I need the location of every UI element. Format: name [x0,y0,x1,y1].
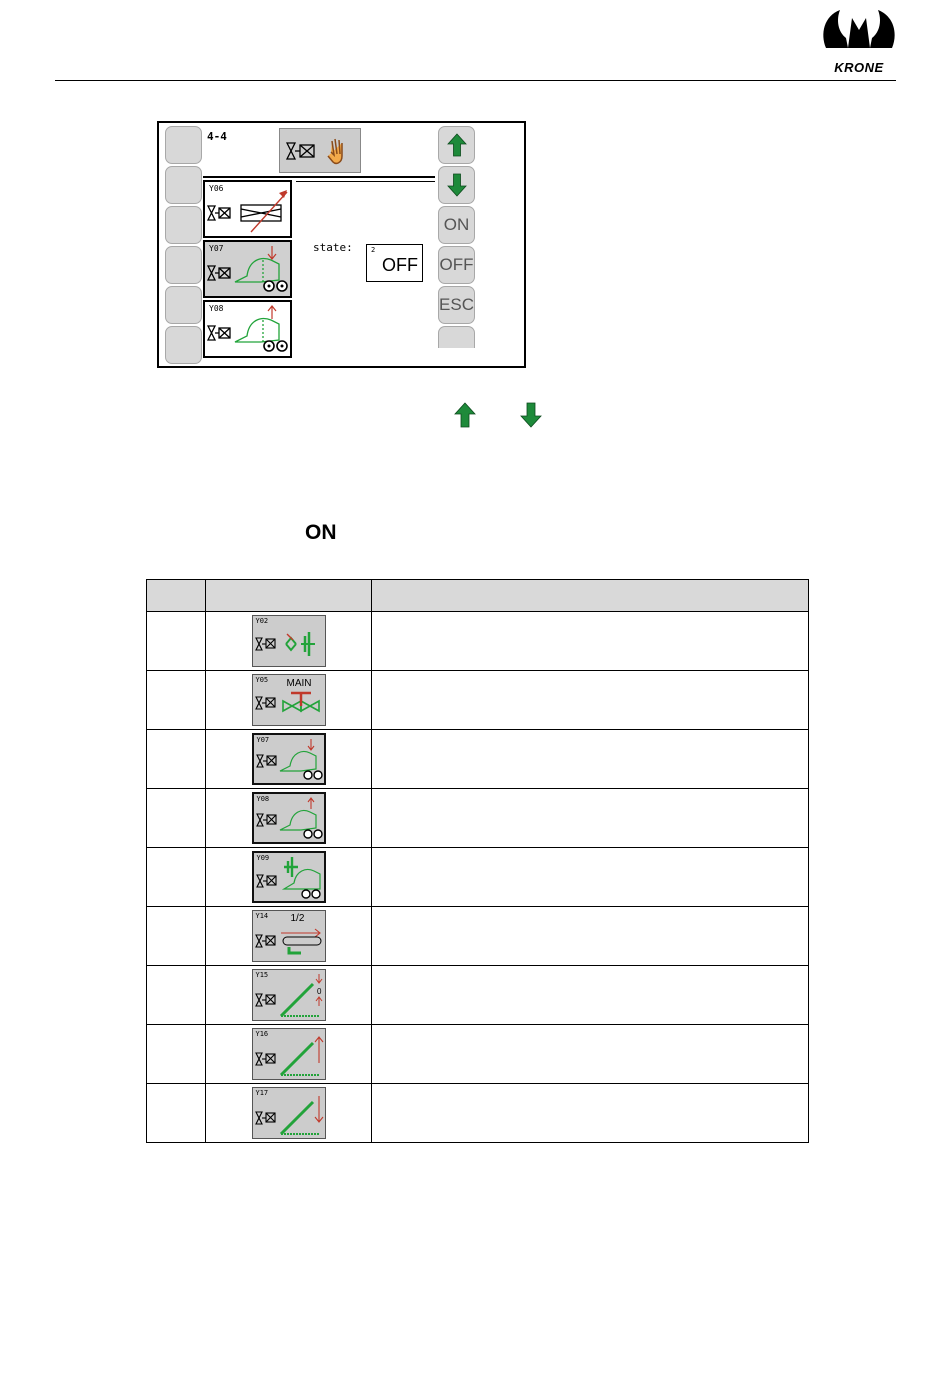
valve-y15-icon: Y15 0 [252,969,326,1021]
header-divider [203,176,435,178]
softkey-left-4[interactable] [165,246,202,284]
logo-wordmark: KRONE [834,60,884,75]
table-row [147,671,809,730]
krone-logo [818,4,900,76]
valve-y14-icon: Y14 1/2 [252,910,326,962]
valve-y07-icon: Y07 [252,733,326,785]
tile-y07[interactable] [203,240,292,298]
table-row [147,848,809,907]
table-header-row [147,580,809,612]
state-value-field[interactable] [366,244,423,282]
softkey-left-6[interactable] [165,326,202,364]
main-caption: MAIN [286,678,312,689]
header-rule [55,80,896,81]
softkey-left-2[interactable] [165,166,202,204]
softkey-scroll-up[interactable] [438,126,475,164]
arrow-up-icon [454,402,476,428]
tile-code: Y07 [209,244,224,253]
header-cell-3 [372,580,809,612]
valve-y09-icon: Y09 [252,851,326,903]
table-row [147,789,809,848]
table-row [147,730,809,789]
valve-y05-main-icon: Y05 MAIN [252,674,326,726]
softkey-left-3[interactable] [165,206,202,244]
softkey-right-6[interactable] [438,326,475,348]
valve-table [146,579,809,1143]
arrow-down-icon [447,173,467,197]
header-cell-1 [147,580,206,612]
softkey-left-5[interactable] [165,286,202,324]
softkey-off[interactable]: OFF [438,246,475,284]
arrow-up-icon [447,133,467,157]
softkey-scroll-down[interactable] [438,166,475,204]
table-row [147,966,809,1025]
table-row [147,1025,809,1084]
state-value: OFF [382,255,418,275]
valve-y16-icon: Y16 [252,1028,326,1080]
state-superscript: 2 [371,246,376,254]
valve-y17-icon: Y17 [252,1087,326,1139]
state-label: state: [313,241,353,254]
arrow-down-icon [520,402,542,428]
header-cell-2 [206,580,372,612]
svg-text:0: 0 [316,987,321,996]
table-row [147,1084,809,1143]
table-row [147,907,809,966]
table-row [147,612,809,671]
manual-valve-title-icon [279,128,361,173]
tile-y06[interactable] [203,180,292,238]
valve-y02-icon: Y02 [252,615,326,667]
tile-code: Y08 [209,304,224,313]
valve-y08-icon: Y08 [252,792,326,844]
half-caption: 1/2 [290,913,305,924]
softkey-esc[interactable]: ESC [438,286,475,324]
softkey-on[interactable]: ON [438,206,475,244]
softkey-left-1[interactable] [165,126,202,164]
content-divider [296,181,435,182]
terminal-screen [157,121,526,368]
tile-code: Y06 [209,184,224,193]
tile-y08[interactable] [203,300,292,358]
on-key-label: ON [305,521,337,544]
screen-number: 4-4 [207,130,227,143]
